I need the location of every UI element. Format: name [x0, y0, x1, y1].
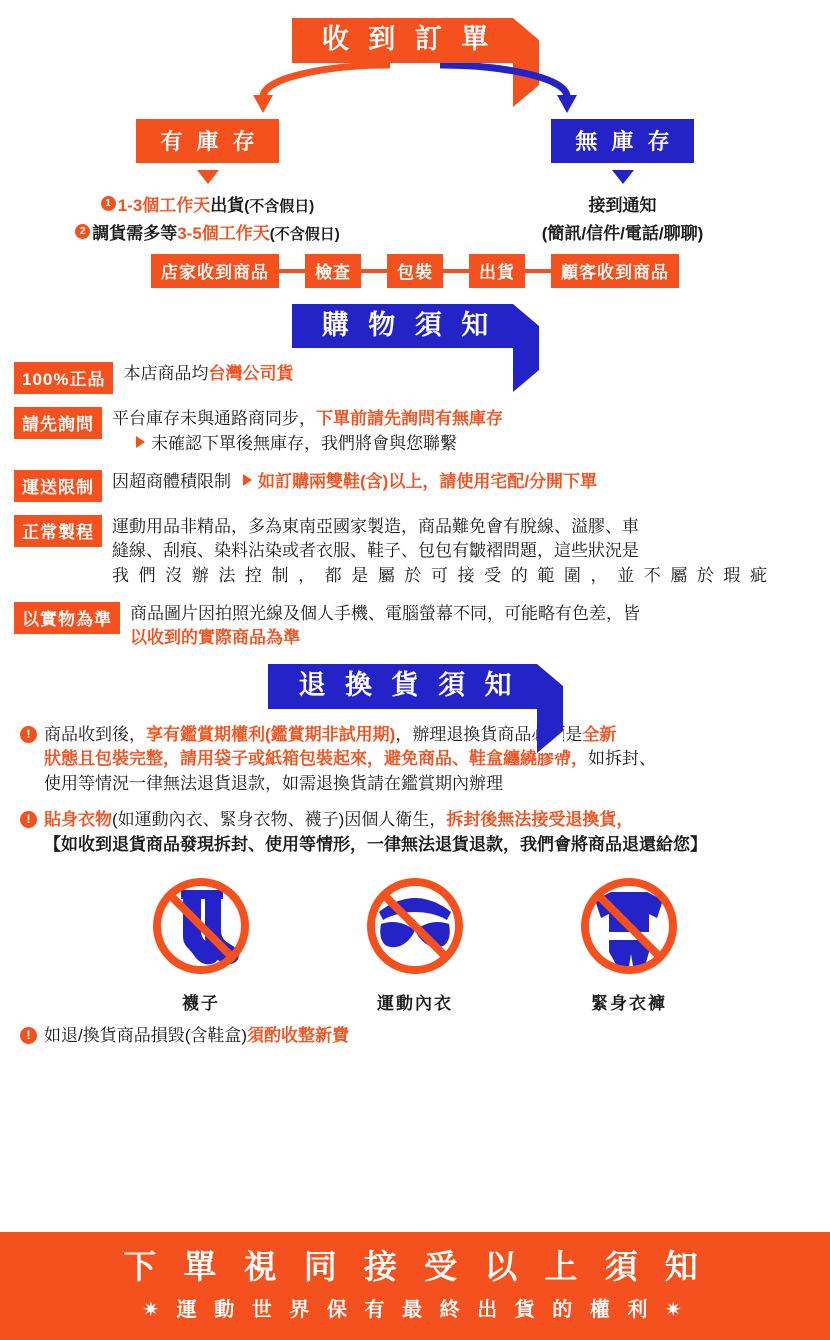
ret2-line2: 【如收到退貨商品發現拆封、使用等情形，一律無法退貨退款，我們會將商品退還給您】	[44, 835, 707, 855]
flow-title-banner	[0, 18, 830, 63]
ret1-h2: 全新	[582, 724, 617, 744]
chain-link-3	[525, 269, 551, 273]
forbidden-compression-wear	[544, 872, 714, 1014]
ask-first-pre: 平台庫存未與通路商同步，	[112, 409, 316, 429]
transfer-holiday-note: (不含假日)	[269, 225, 340, 243]
ask-first-text	[112, 407, 503, 456]
compression-wear-caption: 緊身衣褲	[591, 993, 667, 1013]
ret2-p1: (如運動內衣、緊身衣物、襪子)因個人衛生，	[112, 810, 447, 830]
ret3-h1: 須酌收整新費	[247, 1025, 350, 1045]
in-stock-note-2	[0, 219, 415, 244]
authentic-text	[123, 362, 293, 387]
tag-ask-first: 請先詢問	[14, 407, 102, 439]
chain-link-2	[443, 269, 469, 273]
flow-notes	[0, 191, 830, 244]
exclamation-icon-1: !	[20, 726, 37, 743]
notice-item-ask-first	[14, 407, 816, 456]
sports-bra-icon	[339, 872, 491, 980]
ret1-line2	[44, 747, 810, 772]
chain-step-3: 出貨	[469, 254, 525, 288]
in-stock-label: 有 庫 存	[134, 117, 280, 165]
in-stock-ship: 出貨	[210, 195, 245, 215]
process-chain	[0, 254, 830, 288]
returns-section	[0, 723, 830, 1049]
flow-branches	[0, 117, 830, 189]
shopping-section	[0, 362, 830, 650]
ask-first-sub-text: 未確認下單後無庫存，我們將會與您聯繫	[151, 434, 457, 454]
forbidden-sports-bra	[330, 872, 500, 1014]
ask-first-highlight: 下單前請先詢問有無庫存	[316, 409, 503, 429]
notice-item-actual-product	[14, 602, 816, 651]
normal-process-text	[112, 515, 767, 589]
flow-arrow-svg	[0, 63, 830, 117]
footer-line-2: ✷ 運 動 世 界 保 有 最 終 出 貨 的 權 利 ✷	[142, 1298, 688, 1321]
socks-icon	[125, 872, 277, 980]
returns-title-label: 退 換 貨 須 知	[268, 664, 561, 709]
out-stock-label: 無 庫 存	[549, 117, 695, 165]
ret1-h3: 狀態且包裝完整，請用袋子或紙箱包裝起來，避免商品、鞋盒纏繞膠帶，	[44, 749, 588, 769]
ret2-h2: 拆封後無法接受退換貨，	[446, 810, 634, 830]
returns-title-banner	[0, 664, 830, 709]
chain-link-1	[361, 269, 387, 273]
chain-step-2: 包裝	[387, 254, 443, 288]
notice-item-authentic	[14, 362, 816, 394]
note-badge-2: 2	[75, 224, 90, 239]
in-stock-note-1	[0, 191, 415, 216]
footer-line-1: 下 單 視 同 接 受 以 上 須 知	[123, 1248, 707, 1285]
actual-product-line1: 商品圖片因拍照光線及個人手機、電腦螢幕不同，可能略有色差，皆	[130, 603, 640, 623]
ret1-p3: 如拆封、	[588, 749, 656, 769]
return-item-2-text	[44, 808, 810, 857]
ret1-line3: 使用等情況一律無法退貨退款，如需退換貨請在鑑賞期內辦理	[44, 773, 503, 793]
actual-product-line2: 以收到的實際商品為準	[130, 628, 300, 648]
tag-actual-product: 以實物為準	[14, 602, 120, 634]
return-item-1-text	[44, 723, 810, 797]
tag-normal-process: 正常製程	[14, 515, 102, 547]
forbidden-socks	[116, 872, 286, 1014]
ret1-p1: 商品收到後，	[44, 724, 146, 744]
notice-item-normal-process	[14, 515, 816, 589]
out-stock-note-2: (簡訊/信件/電話/聊聊)	[541, 223, 704, 243]
return-item-1	[14, 723, 816, 797]
normal-process-line2: 縫線、刮痕、染料沾染或者衣服、鞋子、包包有皺褶問題，這些狀況是	[112, 541, 639, 561]
authentic-highlight: 台灣公司貨	[208, 364, 294, 384]
normal-process-line3: 我們沒辦法控制，都是屬於可接受的範圍，並不屬於瑕疵	[112, 565, 767, 585]
in-stock-notes	[0, 191, 415, 244]
exclamation-icon-3: !	[20, 1027, 37, 1044]
shipping-triangle-icon	[243, 474, 252, 486]
chain-step-0: 店家收到商品	[151, 254, 279, 288]
ret1-p2: ，辦理退換貨商品必須是	[395, 724, 583, 744]
return-item-3	[14, 1024, 816, 1049]
order-flow-section	[0, 0, 830, 288]
sports-bra-caption: 運動內衣	[377, 993, 453, 1013]
out-stock-arrow-icon	[612, 170, 634, 184]
notice-item-shipping-limit	[14, 470, 816, 502]
chain-step-1: 檢查	[305, 254, 361, 288]
socks-caption: 襪子	[182, 993, 220, 1013]
exclamation-icon-2: !	[20, 811, 37, 828]
ret3-p1: 如退/換貨商品損毀(含鞋盒)	[44, 1025, 248, 1045]
in-stock-arrow-icon	[197, 170, 219, 184]
transfer-days: 3-5個工作天	[177, 223, 270, 243]
branch-in-stock	[0, 117, 415, 189]
out-stock-note-1: 接到通知	[588, 195, 657, 215]
chain-step-4: 顧客收到商品	[551, 254, 679, 288]
forbidden-items-row	[14, 872, 816, 1014]
out-stock-notes	[415, 191, 830, 244]
transfer-pre: 調貨需多等	[92, 223, 178, 243]
flow-arrows	[0, 63, 830, 117]
flow-title-label: 收 到 訂 單	[292, 18, 539, 63]
return-item-2	[14, 808, 816, 857]
in-stock-days: 1-3個工作天	[117, 195, 211, 215]
ask-first-subline	[134, 432, 503, 457]
actual-product-text	[130, 602, 785, 651]
footer-banner	[0, 1232, 830, 1340]
shipping-limit-pre: 因超商體積限制	[112, 471, 231, 491]
ret1-h1: 享有鑑賞期權利(鑑賞期非試用期)	[146, 724, 396, 744]
tag-shipping-limit: 運送限制	[14, 470, 102, 502]
ret2-h1: 貼身衣物	[44, 810, 112, 830]
shopping-title-banner	[0, 304, 830, 349]
note-badge-1: 1	[101, 196, 116, 211]
compression-wear-icon	[553, 872, 705, 980]
authentic-pre: 本店商品均	[123, 364, 209, 384]
branch-out-stock	[415, 117, 830, 189]
shipping-limit-highlight: 如訂購兩雙鞋(含)以上，請使用宅配/分開下單	[258, 471, 598, 491]
return-item-3-text	[44, 1024, 349, 1049]
normal-process-line1: 運動用品非精品，多為東南亞國家製造，商品難免會有脫線、溢膠、車	[112, 516, 639, 536]
shopping-title-label: 購 物 須 知	[292, 304, 539, 349]
chain-link-0	[279, 269, 305, 273]
in-stock-holiday-note: (不含假日)	[244, 197, 315, 215]
tag-authentic: 100%正品	[14, 362, 113, 394]
shipping-limit-text	[112, 470, 597, 495]
bullet-triangle-icon	[136, 436, 145, 448]
